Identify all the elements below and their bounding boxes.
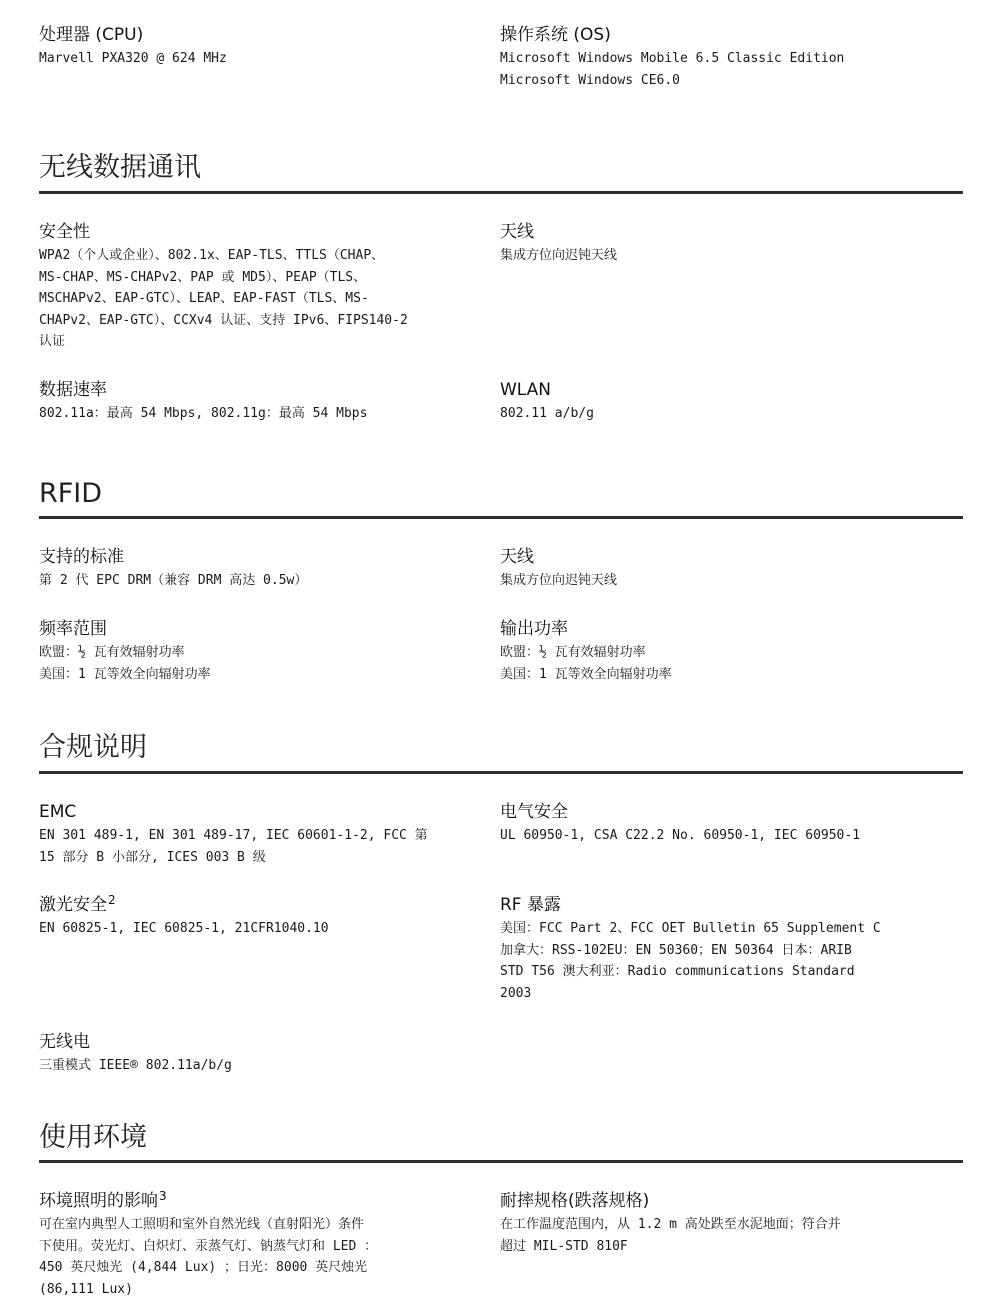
- spec-line: 802.11a：最高 54 Mbps, 802.11g：最高 54 Mbps: [39, 406, 368, 421]
- spec-label: [39, 1190, 459, 1212]
- spec-line: 加拿大：RSS-102EU：EN 50360；EN 50364 日本：ARIB: [500, 942, 852, 958]
- spec-line: 可在室内典型人工照明和室外自然光线（直射阳光）条件: [39, 1217, 365, 1232]
- spec-label: RF 暴露: [500, 895, 561, 915]
- spec-line: 下使用。荧光灯、白炽灯、汞蒸气灯、钠蒸气灯和 LED ：: [39, 1238, 378, 1254]
- section-heading-environment: 使用环境: [39, 1122, 147, 1153]
- spec-value: [500, 642, 940, 685]
- spec-line: 15 部分 B 小部分, ICES 003 B 级: [39, 849, 266, 865]
- spec-value: [39, 825, 459, 868]
- spec-label-text: 环境照明的影响: [39, 1191, 158, 1211]
- rf-exposure-spec: [500, 894, 940, 1004]
- spec-label: 电气安全: [500, 802, 568, 822]
- spec-line: 美国：FCC Part 2、FCC OET Bulletin 65 Supplement C: [500, 921, 881, 936]
- spec-value: [500, 825, 940, 847]
- section-heading-compliance: 合规说明: [39, 732, 147, 763]
- spec-line: UL 60950-1, CSA C22.2 No. 60950-1, IEC 60950-1: [500, 828, 861, 843]
- spec-label: 频率范围: [39, 619, 107, 639]
- section-divider: [39, 516, 963, 519]
- spec-line: 集成方位向迟钝天线: [500, 248, 618, 263]
- radio-spec: [39, 1031, 459, 1077]
- spec-line: (86,111 Lux): [39, 1281, 133, 1297]
- spec-line: 集成方位向迟钝天线: [500, 573, 618, 588]
- spec-line: MSCHAPv2、EAP-GTC）、LEAP、EAP-FAST（TLS、MS-: [39, 291, 369, 306]
- spec-value: [500, 570, 940, 592]
- spec-value: [500, 1214, 940, 1257]
- spec-line: 第 2 代 EPC DRM（兼容 DRM 高达 0.5w）: [39, 573, 308, 588]
- spec-value: [39, 48, 459, 70]
- spec-line: Microsoft Windows Mobile 6.5 Classic Edition: [500, 51, 845, 66]
- spec-value: [500, 245, 940, 267]
- section-divider: [39, 771, 963, 774]
- spec-label: 数据速率: [39, 380, 107, 400]
- spec-line: 认证: [39, 334, 66, 349]
- spec-value: [39, 918, 459, 940]
- spec-value: [39, 570, 459, 592]
- spec-label-text: 激光安全: [39, 895, 107, 915]
- spec-line: 2003: [500, 985, 532, 1001]
- spec-value: [500, 918, 940, 1004]
- spec-line: 欧盟：½ 瓦有效辐射功率: [39, 645, 185, 660]
- spec-line: 美国：1 瓦等效全向辐射功率: [500, 666, 672, 682]
- spec-value: [39, 403, 459, 425]
- spec-line: MS-CHAP、MS-CHAPv2、PAP 或 MD5）、PEAP（TLS、: [39, 269, 367, 285]
- spec-line: 802.11 a/b/g: [500, 406, 594, 421]
- spec-line: EN 301 489-1, EN 301 489-17, IEC 60601-1-2, FCC 第: [39, 828, 428, 843]
- spec-value: [500, 403, 940, 425]
- wlan-spec: [500, 379, 940, 425]
- output-power-spec: [500, 618, 940, 685]
- section-divider: [39, 1160, 963, 1163]
- spec-line: 超过 MIL-STD 810F: [500, 1238, 628, 1254]
- spec-value: [39, 1214, 459, 1300]
- os-spec: [500, 24, 940, 91]
- laser-safety-spec: [39, 894, 459, 940]
- ambient-light-spec: [39, 1190, 459, 1300]
- antenna-spec: [500, 221, 940, 267]
- spec-label: 天线: [500, 222, 534, 242]
- section-divider: [39, 191, 963, 194]
- spec-line: CHAPv2、EAP-GTC）、CCXv4 认证、支持 IPv6、FIPS140-2: [39, 312, 408, 328]
- spec-line: Microsoft Windows CE6.0: [500, 72, 681, 88]
- spec-label: 支持的标准: [39, 547, 124, 567]
- spec-line: 450 英尺烛光 (4,844 Lux) ；日光：8000 英尺烛光: [39, 1260, 368, 1275]
- spec-label: [39, 894, 459, 916]
- standards-spec: [39, 546, 459, 592]
- spec-label: EMC: [39, 802, 77, 822]
- section-heading-wireless: 无线数据通讯: [39, 152, 201, 183]
- section-heading-rfid: RFID: [39, 478, 103, 509]
- spec-label: WLAN: [500, 380, 552, 400]
- spec-line: 三重模式 IEEE® 802.11a/b/g: [39, 1058, 232, 1073]
- spec-line: EN 60825-1, IEC 60825-1, 21CFR1040.10: [39, 921, 329, 936]
- spec-value: [500, 48, 940, 91]
- security-spec: [39, 221, 459, 353]
- spec-line: 在工作温度范围内，从 1.2 m 高处跌至水泥地面；符合并: [500, 1217, 841, 1232]
- electrical-safety-spec: [500, 801, 940, 847]
- spec-label: 输出功率: [500, 619, 568, 639]
- spec-line: 欧盟：½ 瓦有效辐射功率: [500, 645, 646, 660]
- footnote-marker: 3: [159, 1189, 167, 1203]
- spec-label: 耐摔规格(跌落规格): [500, 1191, 650, 1211]
- spec-label: 无线电: [39, 1032, 90, 1052]
- spec-value: [39, 1055, 459, 1077]
- drop-spec: [500, 1190, 940, 1257]
- emc-spec: [39, 801, 459, 868]
- spec-label: 安全性: [39, 222, 90, 242]
- spec-line: 美国：1 瓦等效全向辐射功率: [39, 666, 211, 682]
- frequency-spec: [39, 618, 459, 685]
- spec-label: 处理器 (CPU): [39, 25, 144, 45]
- spec-label: 天线: [500, 547, 534, 567]
- spec-line: STD T56 澳大利亚：Radio communications Standard: [500, 964, 855, 979]
- spec-value: [39, 245, 459, 353]
- spec-line: WPA2（个人或企业）、802.1x、EAP-TLS、TTLS（CHAP、: [39, 248, 385, 263]
- spec-value: [39, 642, 459, 685]
- cpu-spec: [39, 24, 459, 70]
- rfid-antenna-spec: [500, 546, 940, 592]
- data-rate-spec: [39, 379, 459, 425]
- spec-label: 操作系统 (OS): [500, 25, 611, 45]
- spec-line: Marvell PXA320 @ 624 MHz: [39, 51, 227, 66]
- footnote-marker: 2: [108, 893, 116, 907]
